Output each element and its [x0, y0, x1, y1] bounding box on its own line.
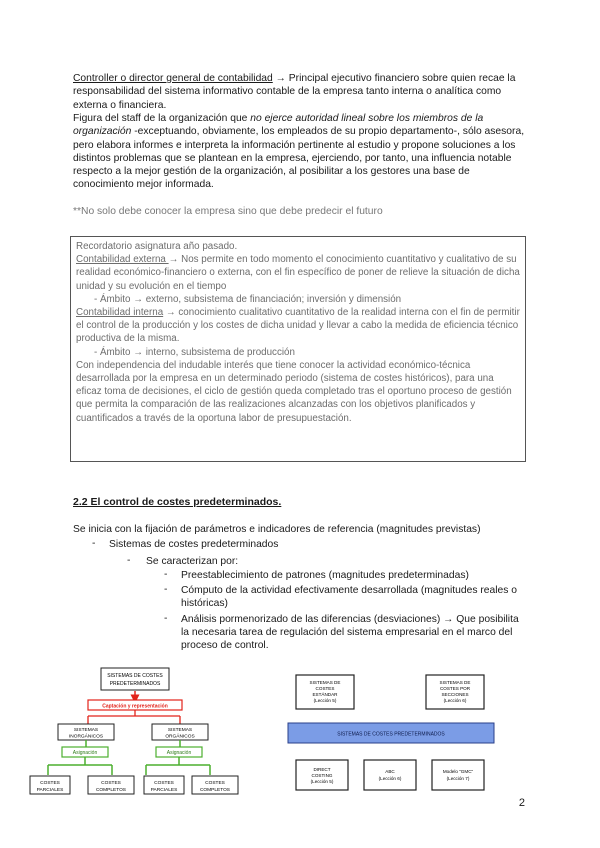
capture-branch — [88, 710, 180, 724]
standard-costs-line3: ESTÁNDAR — [312, 692, 338, 697]
gmc-model-line1: Modelo "GMC" — [442, 769, 474, 774]
section-intro: Se inicia con la fijación de parámetros e indicadores de referencia (magnitudes previstas) — [73, 524, 481, 535]
assign-branch-left — [48, 757, 112, 775]
complete-costs-line1: COSTES — [101, 781, 121, 786]
complete-costs-line2: COMPLETOS — [95, 788, 127, 793]
partial-costs-line2: PARCIALES — [36, 788, 64, 793]
right-diagram — [286, 670, 502, 796]
left-diagram — [28, 664, 258, 798]
standard-costs-line1: SISTEMAS DE — [309, 680, 341, 685]
standard-costs-line2: COSTES — [315, 686, 335, 691]
bullet-dash: - — [164, 584, 168, 595]
bullet-dash: - — [127, 555, 131, 566]
sections-costs-line3: SECCIONES — [441, 692, 469, 697]
sections-costs-line2: COSTES POR — [439, 686, 471, 691]
sub-item-patterns: Preestablecimiento de patrones (magnitudes predeterminadas) — [181, 570, 469, 581]
section-heading: 2.2 El control de costes predeterminados. — [73, 496, 282, 508]
top-system-line1: SISTEMAS DE COSTES — [107, 673, 163, 679]
gmc-model-line2: (Lección 7) — [446, 776, 470, 781]
organic-line2: ORGÁNICOS — [165, 734, 195, 740]
assign-label-right: Asignación — [166, 750, 192, 756]
capture-label: Captación y representación — [102, 703, 168, 710]
inorganic-line1: SISTEMAS — [73, 728, 99, 733]
sub-item-analysis: Análisis pormenorizado de las diferencias (desviaciones) → Que posibilita la necesaria tarea de regulación del sistema empresarial en el marco del proceso de control. — [181, 614, 519, 651]
external-accounting — [76, 253, 520, 293]
page-number: 2 — [518, 797, 525, 809]
complete-costs-line1: COSTES — [205, 781, 225, 786]
reminder-box — [70, 236, 526, 462]
staff-text-italic: no ejerce autoridad lineal sobre los miembros de la organización — [73, 113, 484, 138]
partial-costs-line1: COSTES — [40, 781, 60, 786]
standard-costs-line4: (Lección 5) — [313, 698, 337, 703]
sub-item-computation: Cómputo de la actividad efectivamente desarrollada (magnitudes reales o históricas) — [181, 585, 517, 609]
external-text: → Nos permite en todo momento el conocimiento cuantitativo y cualitativo de su realidad económico-financiero o externa, con el fin específico de poner de relieve la situación de dicha unidad y su evolución en el tiempo — [76, 254, 520, 292]
staff-text-b: -exceptuando, obviamente, los empleados de su propio departamento-, sólo asesora, pero elabora informes e interpreta la información pertinente al estudio y propone soluciones a los distintos problemas que se plantean en la empresa, ejerciendo, por tanto, una influencia notable respecto a la mejor gestión de la organización, al posibilitar a los gestores una base de conocimiento mejor informada. — [73, 126, 525, 191]
list-item-systems: Sistemas de costes predeterminados — [109, 539, 279, 550]
abc-box — [364, 760, 416, 790]
partial-costs-line2: PARCIALES — [150, 788, 178, 793]
external-scope: - Ámbito → externo, subsistema de financiación; inversión y dimensión — [94, 293, 402, 305]
staff-paragraph — [73, 112, 528, 192]
abc-line1: ABC — [385, 769, 395, 774]
closing-text: Con independencia del indudable interés que tiene conocer la actividad económico-técnica desarrollada por la empresa en un determinado periodo (sistema de costes históricos), para una eficaz toma de decisiones, el ciclo de gestión queda completado tras el oportuno proceso de gestión que permita la comparación de las realizaciones alcanzadas con los objetivos planificados y cuantificados a través de la oportuna labor de presupuestación. — [76, 359, 512, 424]
direct-costing-line2: COSTING — [311, 773, 333, 778]
gmc-model-box — [432, 760, 484, 790]
complete-costs-line2: COMPLETOS — [199, 788, 231, 793]
bullet-dash: - — [164, 613, 168, 624]
inorganic-line2: INORGÁNICOS — [68, 734, 104, 740]
bullet-dash: - — [92, 538, 96, 549]
sections-costs-line1: SISTEMAS DE — [439, 680, 471, 685]
controller-term: Controller o director general de contabilidad — [73, 73, 273, 84]
note-text: **No solo debe conocer la empresa sino que debe predecir el futuro — [73, 206, 383, 217]
internal-scope: - Ámbito → interno, subsistema de producción — [94, 346, 295, 358]
top-system-line2: PREDETERMINADOS — [109, 681, 161, 687]
organic-line1: SISTEMAS — [167, 728, 193, 733]
list-item-characterized: Se caracterizan por: — [146, 556, 239, 567]
reminder-title: Recordatorio asignatura año pasado. — [76, 241, 238, 252]
internal-text: → conocimiento cualitativo cuantitativo de la realidad interna con el fin de permitir el control de la producción y los costes de dicha unidad y llevar a cabo la medida de eficiencia técnico productiva de la misma. — [76, 307, 520, 345]
direct-costing-line1: DIRECT — [313, 767, 331, 772]
internal-term: Contabilidad interna — [76, 307, 164, 319]
abc-line2: (Lección 6) — [378, 776, 402, 781]
bullet-dash: - — [164, 569, 168, 580]
controller-definition: → Principal ejecutivo financiero sobre quien recae la responsabilidad del sistema informativo contable de la empresa tanto interna o analítica como externa o financiera. — [73, 73, 516, 111]
predetermined-banner-label: SISTEMAS DE COSTES PREDETERMINADOS — [337, 731, 445, 738]
assign-branch-right — [146, 757, 210, 775]
controller-paragraph — [73, 72, 528, 112]
staff-text-a: Figura del staff de la organización que — [73, 113, 251, 124]
sections-costs-line4: (Lección 6) — [443, 698, 467, 703]
internal-accounting — [76, 306, 520, 346]
assign-label-left: Asignación — [72, 750, 98, 756]
partial-costs-line1: COSTES — [154, 781, 174, 786]
direct-costing-line3: (Lección 5) — [310, 779, 334, 784]
external-term: Contabilidad externa — [76, 254, 169, 266]
